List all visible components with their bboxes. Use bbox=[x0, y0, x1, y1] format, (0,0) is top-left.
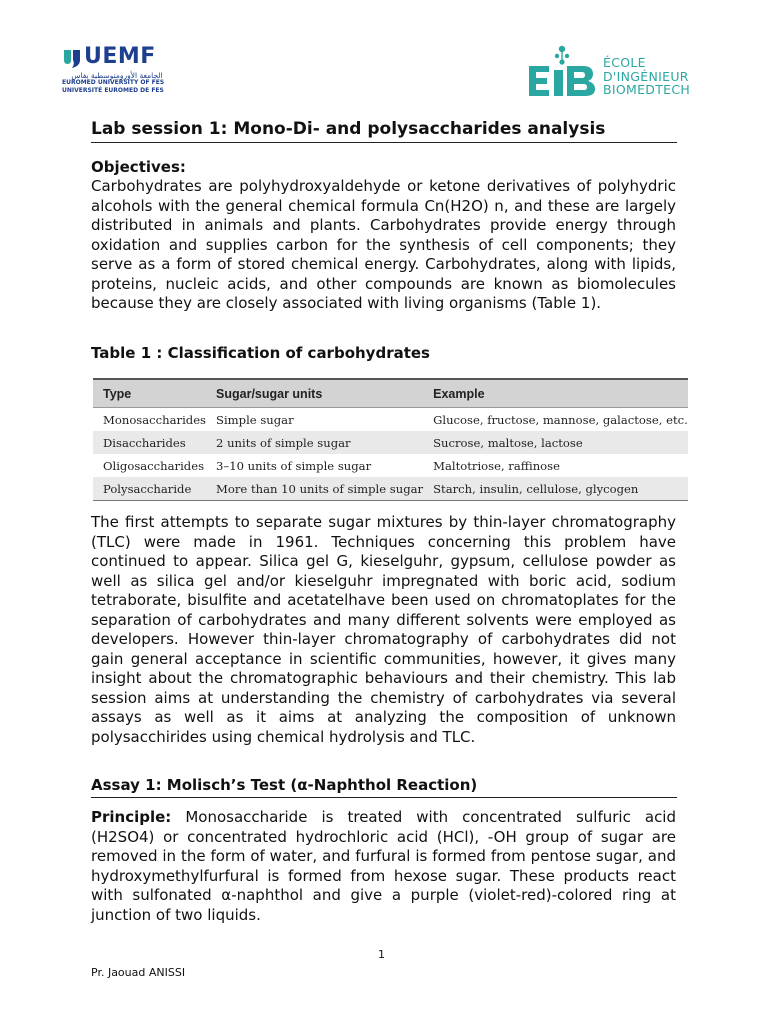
uemf-emblem-icon bbox=[62, 48, 82, 70]
eib-logo bbox=[527, 44, 707, 102]
table-cell: 2 units of simple sugar bbox=[206, 431, 423, 454]
table-row bbox=[93, 454, 688, 477]
table-cell: 3–10 units of simple sugar bbox=[216, 458, 372, 473]
uemf-wordmark: UEMF bbox=[84, 44, 156, 69]
principle-label: Principle: bbox=[91, 808, 172, 826]
table-cell: Polysaccharide bbox=[93, 477, 206, 501]
page-number: 1 bbox=[378, 948, 385, 961]
table-cell: Monosaccharides bbox=[103, 412, 207, 427]
table-header-row bbox=[93, 379, 688, 408]
table-row bbox=[93, 431, 688, 454]
eib-school-name bbox=[603, 56, 690, 97]
eib-line-3: BIOMEDTECH bbox=[603, 82, 691, 97]
table-cell: Starch, insulin, cellulose, glycogen bbox=[423, 477, 688, 501]
footer-author: Pr. Jaouad ANISSI bbox=[91, 966, 186, 979]
table-cell: Maltotriose, raffinose bbox=[433, 458, 560, 473]
table-header-example: Example bbox=[423, 379, 688, 408]
table-cell: Glucose, fructose, mannose, galactose, etc. bbox=[433, 412, 688, 427]
eib-emblem-icon bbox=[527, 44, 597, 100]
uemf-english-name: EUROMED UNIVERSITY OF FES bbox=[62, 79, 165, 86]
table-row bbox=[93, 408, 688, 432]
table-row bbox=[93, 477, 688, 501]
table-cell: Simple sugar bbox=[216, 412, 294, 427]
objectives-paragraph: Carbohydrates are polyhydroxyaldehyde or ketone derivatives of polyhydric alcohols with the general chemical formula Cn(H2O) n, and these are largely distributed in animals and plants. Carbohydrates provide energy through oxidation and supplies carbon for the synthesis of cell components; they serve as a form of stored chemical energy. Carbohydrates, along with lipids, proteins, nucleic acids, and other compounds are known as biomolecules because they are closely associated with living organisms (Table 1). bbox=[91, 177, 676, 312]
eib-line-2: D'INGÉNIEUR bbox=[603, 68, 689, 84]
assay1-principle bbox=[91, 808, 676, 925]
table-cell: More than 10 units of simple sugar bbox=[206, 477, 423, 501]
table-cell: Oligosaccharides bbox=[103, 458, 205, 473]
assay1-heading: Assay 1: Molisch’s Test (α-Naphthol Reaction) bbox=[91, 776, 677, 798]
table-cell: Disaccharides bbox=[93, 431, 206, 454]
table-cell: Sucrose, maltose, lactose bbox=[423, 431, 688, 454]
eib-line-1: ÉCOLE bbox=[603, 55, 646, 70]
page-title: Lab session 1: Mono-Di- and polysaccharides analysis bbox=[91, 118, 677, 143]
uemf-french-name: UNIVERSITÉ EUROMED DE FES bbox=[62, 87, 164, 94]
objectives-heading: Objectives: bbox=[91, 158, 186, 176]
tlc-paragraph: The first attempts to separate sugar mixtures by thin-layer chromatography (TLC) were made in 1961. Techniques concerning this problem have continued to appear. Silica gel G, kieselguhr, gypsum, cellulose powder as well as silica gel and/or kieselguhr impregnated with boric acid, sodium tetraborate, bisulfite and acetatelhave been used on chromatoplates for the separation of carbohydrates and many different solvents were employed as developers. However thin-layer chromatography of carbohydrates did not gain general acceptance in scientific communities, however, it gives many insight about the chromatographic behaviours and their chemistry. This lab session aims at understanding the chemistry of carbohydrates via several assays as well as it aims at analyzing the composition of unknown polysacchirides using chemical hydrolysis and TLC. bbox=[91, 513, 676, 746]
uemf-logo bbox=[62, 44, 182, 100]
carbohydrates-table bbox=[93, 378, 688, 501]
table-header-sugar-units: Sugar/sugar units bbox=[206, 379, 423, 408]
principle-text: Monosaccharide is treated with concentrated sulfuric acid (H2SO4) or concentrated hydrochloric acid (HCl), -OH group of sugar are removed in the form of water, and furfural is formed from pentose sugar, and hydroxymethylfurfural is formed from hexose sugar. These products react with sulfonated α-naphthol and give a purple (violet-red)-colored ring at junction of two liquids. bbox=[91, 808, 676, 924]
uemf-arabic-name: الجامعة الأورومتوسطية بفاس bbox=[71, 71, 163, 80]
table-caption: Table 1 : Classification of carbohydrates bbox=[91, 344, 430, 362]
table-header-type: Type bbox=[93, 379, 206, 408]
